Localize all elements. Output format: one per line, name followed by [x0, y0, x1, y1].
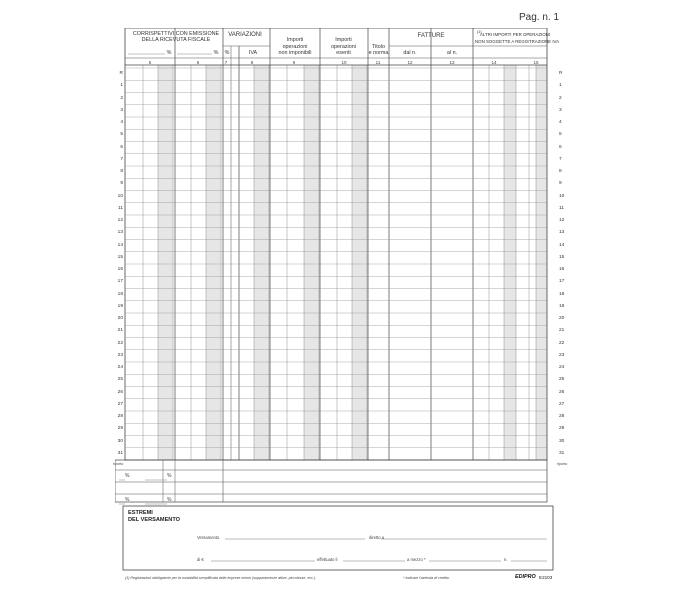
row-label-right: 6	[559, 144, 562, 150]
header-fatture: FATTURE	[417, 33, 445, 39]
column-number: 5	[148, 60, 152, 65]
riporto-right: riporto	[557, 462, 568, 466]
row-label-left: 29	[117, 426, 123, 432]
header-titolo-2: e norma	[368, 50, 389, 56]
row-label-left: 26	[117, 389, 123, 395]
header-importi-esenti-1: Importi	[335, 37, 352, 43]
total-pct-1: %	[125, 473, 130, 479]
row-label-left: 12	[117, 218, 123, 224]
row-label-right: 2	[559, 95, 562, 101]
row-label-left: 24	[117, 365, 123, 371]
header-importi-non-imp-1: Importi	[286, 37, 304, 43]
row-label-left: 22	[117, 340, 123, 346]
column-number: 11	[375, 60, 381, 65]
diretto-label: diretto a	[369, 535, 385, 540]
row-label-right: 22	[559, 340, 565, 346]
row-label-right: 19	[559, 303, 565, 309]
row-label-right: 8	[559, 169, 562, 175]
row-label-right: 3	[559, 107, 562, 113]
header-importi-esenti-3: esenti	[336, 50, 351, 56]
row-label-left: 13	[117, 230, 123, 236]
row-label-right: 27	[559, 401, 565, 407]
column-number: 10	[341, 60, 347, 65]
header-importi-non-imp-3: non imponibili	[278, 50, 312, 56]
row-label-right: 20	[559, 316, 565, 322]
row-label-left: R	[119, 71, 123, 77]
row-label-right: 31	[559, 450, 565, 456]
header-pct-a: %	[166, 50, 172, 56]
effettuato-label: effettuato il	[317, 557, 338, 562]
row-label-left: 27	[117, 401, 123, 407]
footer-code: E2103	[539, 575, 553, 580]
total-pct-4: %	[167, 497, 172, 503]
row-label-right: 7	[559, 156, 562, 162]
row-label-right: 10	[559, 193, 565, 199]
row-label-right: 9	[559, 181, 562, 187]
row-label-left: 25	[117, 377, 123, 383]
row-label-left: 28	[117, 414, 123, 420]
row-label-right: 14	[559, 242, 565, 248]
form-grid	[115, 28, 560, 582]
total-pct-2: %	[167, 473, 172, 479]
header-variazioni: VARIAZIONI	[228, 32, 262, 38]
row-label-left: 31	[117, 450, 123, 456]
row-label-right: 29	[559, 426, 565, 432]
header-corrispettivi: CORRISPETTIVI CON EMISSIONE	[132, 31, 220, 37]
header-titolo-1: Titolo	[372, 44, 385, 50]
footer-brand: EDIPRO	[515, 574, 536, 580]
row-label-left: 21	[117, 328, 123, 334]
row-label-left: 18	[117, 291, 123, 297]
row-label-right: 17	[559, 279, 565, 285]
row-label-right: R	[559, 71, 563, 77]
row-label-right: 12	[559, 218, 565, 224]
column-number: 6	[196, 60, 200, 65]
row-label-left: 4	[120, 120, 123, 126]
row-label-left: 16	[117, 267, 123, 273]
a-mezzo-label: a mezzo *	[407, 557, 426, 562]
row-label-left: 3	[120, 107, 123, 113]
row-label-right: 16	[559, 267, 565, 273]
row-label-left: 15	[117, 254, 123, 260]
column-number: 7	[224, 60, 228, 65]
row-label-right: 25	[559, 377, 565, 383]
row-label-right: 13	[559, 230, 565, 236]
header-al-n: al n.	[446, 50, 458, 56]
row-label-right: 1	[559, 83, 562, 89]
row-label-right: 21	[559, 328, 565, 334]
header-importi-non-imp-2: operazioni	[282, 44, 308, 50]
page-title: Pag. n. 1	[519, 12, 560, 23]
header-pct-b: %	[213, 50, 219, 56]
column-number: 13	[449, 60, 455, 65]
column-number: 12	[407, 60, 413, 65]
header-corrispettivi-2: DELLA RICEVUTA FISCALE	[141, 37, 211, 43]
row-label-left: 6	[120, 144, 123, 150]
row-label-right: 18	[559, 291, 565, 297]
header-altri-1: ALTRI IMPORTI PER OPERAZIONI	[479, 32, 551, 37]
row-label-right: 23	[559, 352, 565, 358]
header-altri-2: NON SOGGETTE A REGISTRAZIONE IVA	[475, 39, 560, 44]
importo-label: di €	[197, 557, 204, 562]
row-label-right: 4	[559, 120, 562, 126]
register-form	[113, 28, 568, 582]
row-label-left: 30	[117, 438, 123, 444]
row-label-left: 23	[117, 352, 123, 358]
row-label-left: 9	[120, 181, 123, 187]
row-label-right: 11	[559, 205, 564, 211]
row-label-left: 10	[117, 193, 123, 199]
row-label-right: 28	[559, 414, 565, 420]
numero-label: n.	[504, 557, 508, 562]
footer-note-left: (1) Registrazioni obbligatorie per la contabilità semplificata delle imprese minori (supparamenze attive, piccolezze, ecc.).	[125, 576, 317, 580]
row-label-left: 20	[117, 316, 123, 322]
versamento-label: Versamento	[197, 535, 220, 540]
row-label-right: 5	[559, 132, 562, 138]
row-label-left: 14	[117, 242, 123, 248]
row-label-left: 17	[117, 279, 123, 285]
versamento-title-1: ESTREMI	[128, 510, 153, 516]
row-label-left: 11	[118, 205, 123, 211]
total-pct-3: %	[125, 497, 130, 503]
row-label-right: 15	[559, 254, 565, 260]
row-label-left: 19	[117, 303, 123, 309]
row-label-left: 1	[120, 83, 123, 89]
header-dal-n: dal n.	[403, 50, 417, 56]
column-number: 8	[250, 60, 254, 65]
row-label-left: 5	[120, 132, 123, 138]
row-label-left: 7	[120, 156, 123, 162]
header-var-iva: IVA	[248, 50, 258, 56]
header-var-pct: %	[224, 50, 230, 56]
row-label-right: 30	[559, 438, 565, 444]
column-number: 9	[292, 60, 296, 65]
footer-note-right: * Indicare l'azienda di credito.	[403, 576, 450, 580]
header-importi-esenti-2: operazioni	[331, 44, 356, 50]
riporto-left: riporto	[113, 462, 124, 466]
row-label-right: 24	[559, 365, 565, 371]
header-altri-mark: (1)	[477, 30, 482, 34]
row-label-right: 26	[559, 389, 565, 395]
versamento-title-2: DEL VERSAMENTO	[128, 517, 181, 523]
row-label-left: 8	[120, 169, 123, 175]
column-number: 14	[491, 60, 497, 65]
column-number: 15	[533, 60, 539, 65]
row-label-left: 2	[120, 95, 123, 101]
